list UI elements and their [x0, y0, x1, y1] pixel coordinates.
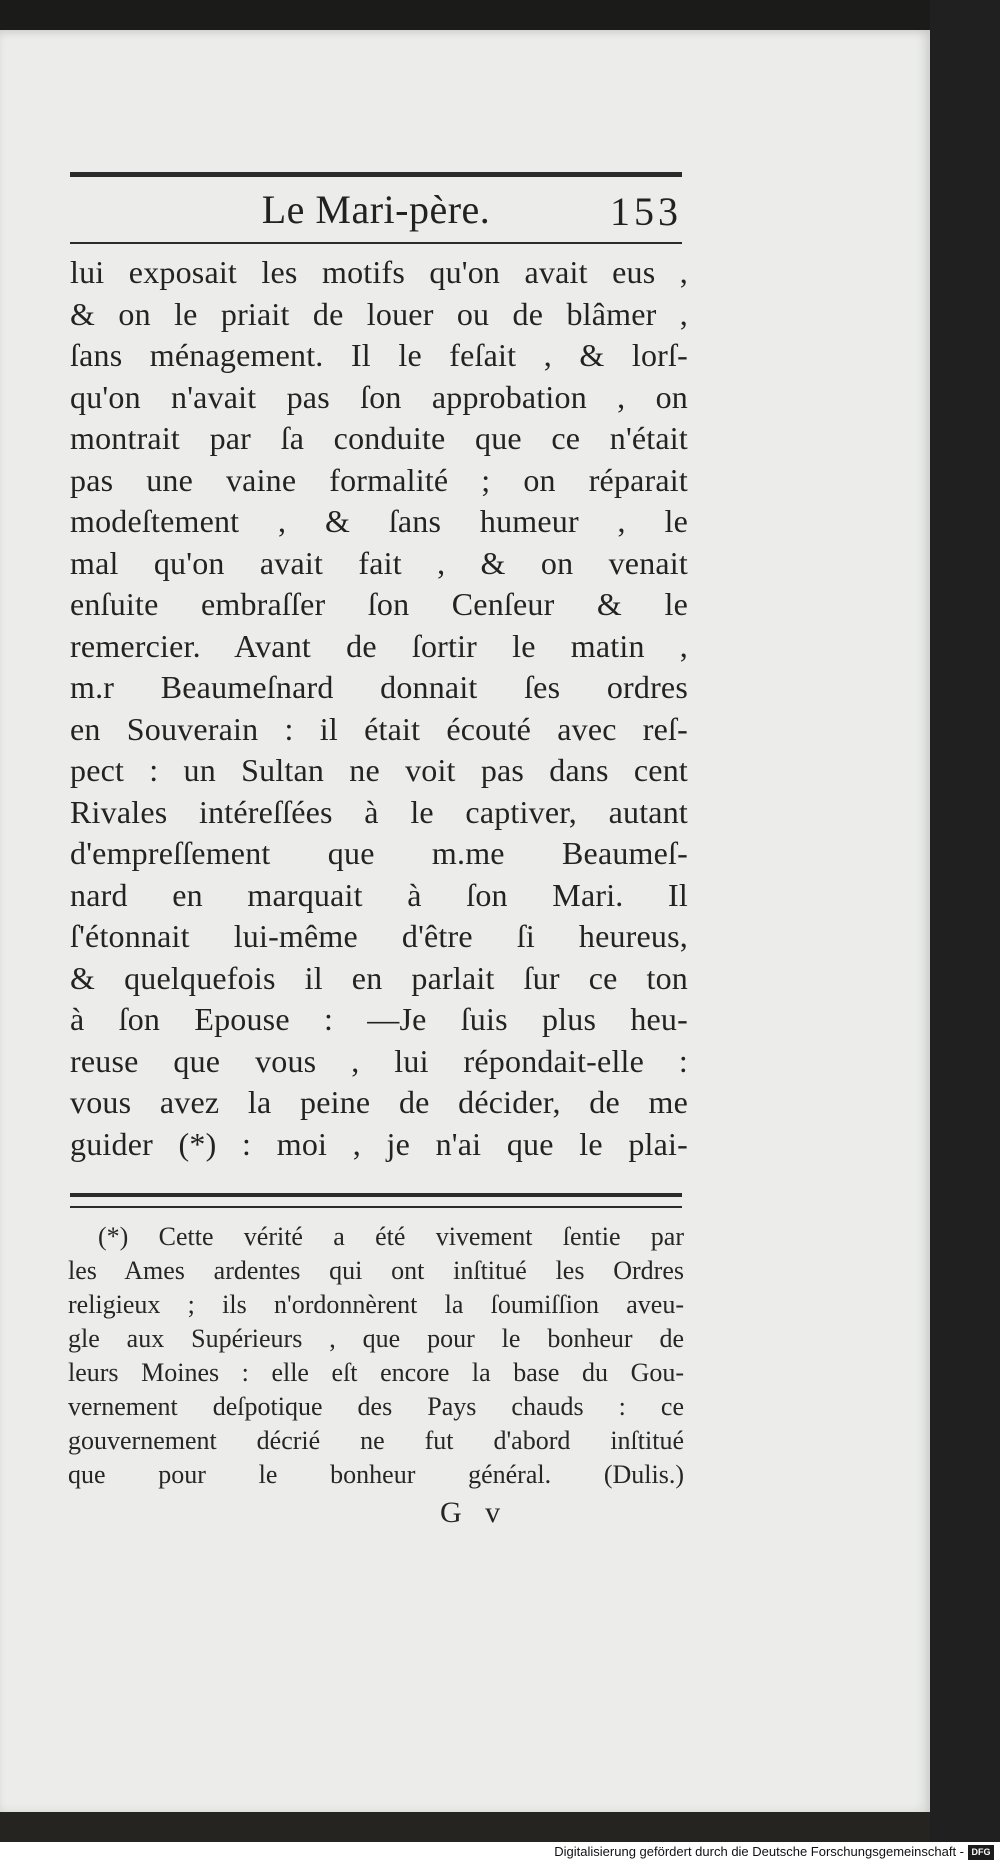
footnote-line: les Ames ardentes qui ont inſtitué les Ordres	[68, 1256, 684, 1285]
body-line: à ſon Epouse : —Je ſuis plus heu-	[70, 1001, 688, 1037]
body-line: Rivales intéreſſées à le captiver, autant	[70, 793, 688, 830]
body-line: remercier. Avant de ſortir le matin ,	[70, 627, 688, 664]
body-line: ſ'étonnait lui-même d'être ſi heureus,	[70, 918, 688, 954]
body-line: vous avez la peine de décider, de me	[70, 1084, 688, 1120]
signature-mark: G v	[440, 1496, 509, 1529]
header-rule-bottom	[70, 242, 682, 244]
footnote-line: gouvernement décrié ne fut d'abord inſtitué	[68, 1426, 684, 1455]
footnote-line: que pour le bonheur général. (Dulis.)	[68, 1460, 684, 1489]
dfg-logo-icon: DFG	[968, 1845, 994, 1860]
body-line: mal qu'on avait fait , & on venait	[70, 544, 688, 581]
body-line: ſans ménagement. Il le feſait , & lorſ-	[70, 337, 688, 373]
body-line: qu'on n'avait pas ſon approbation , on	[70, 378, 688, 415]
footnote-line: gle aux Supérieurs , que pour le bonheur de	[68, 1324, 684, 1353]
body-line: montrait par ſa conduite que ce n'était	[70, 420, 688, 456]
footnote-line: (*) Cette vérité a été vivement ſentie par	[98, 1222, 684, 1251]
footer-credit: Digitalisierung gefördert durch die Deutsche Forschungsgemeinschaft -	[554, 1844, 964, 1859]
running-title: Le Mari-père.	[261, 187, 491, 232]
digitization-footer	[0, 1842, 1000, 1864]
footnote	[68, 1220, 684, 1492]
footnote-line: religieux ; ils n'ordonnèrent la ſoumiſſion aveu-	[68, 1290, 684, 1319]
header-rule-top	[70, 172, 682, 177]
scan-border-right	[930, 0, 1000, 1864]
body-line: & on le priait de louer ou de blâmer ,	[70, 295, 688, 332]
body-line: & quelquefois il en parlait ſur ce ton	[70, 959, 688, 996]
footnote-line: vernement deſpotique des Pays chauds : ce	[68, 1392, 684, 1421]
body-line: m.r Beaumeſnard donnait ſes ordres	[70, 669, 688, 705]
body-line: guider (*) : moi , je n'ai que le plai-	[70, 1125, 688, 1162]
body-line: d'empreſſement que m.me Beaumeſ-	[70, 835, 688, 871]
body-line: nard en marquait à ſon Mari. Il	[70, 876, 688, 913]
body-line: enſuite embraſſer ſon Cenſeur & le	[70, 586, 688, 622]
body-line: modeſtement , & ſans humeur , le	[70, 503, 688, 539]
body-line: reuse que vous , lui répondait-elle :	[70, 1042, 688, 1079]
scan-border-top	[0, 0, 1000, 34]
body-text	[70, 252, 688, 1165]
body-line: lui exposait les motifs qu'on avait eus ,	[70, 254, 688, 290]
body-line: en Souverain : il était écouté avec reſ-	[70, 710, 688, 747]
footnote-rule-bottom	[70, 1206, 682, 1208]
running-head	[70, 180, 682, 240]
page-number: 153	[610, 189, 682, 234]
body-line: pas une vaine formalité ; on réparait	[70, 461, 688, 498]
footnote-line: leurs Moines : elle eſt encore la base du Gou-	[68, 1358, 684, 1387]
footnote-rule-top	[70, 1193, 682, 1197]
body-line: pect : un Sultan ne voit pas dans cent	[70, 752, 688, 788]
